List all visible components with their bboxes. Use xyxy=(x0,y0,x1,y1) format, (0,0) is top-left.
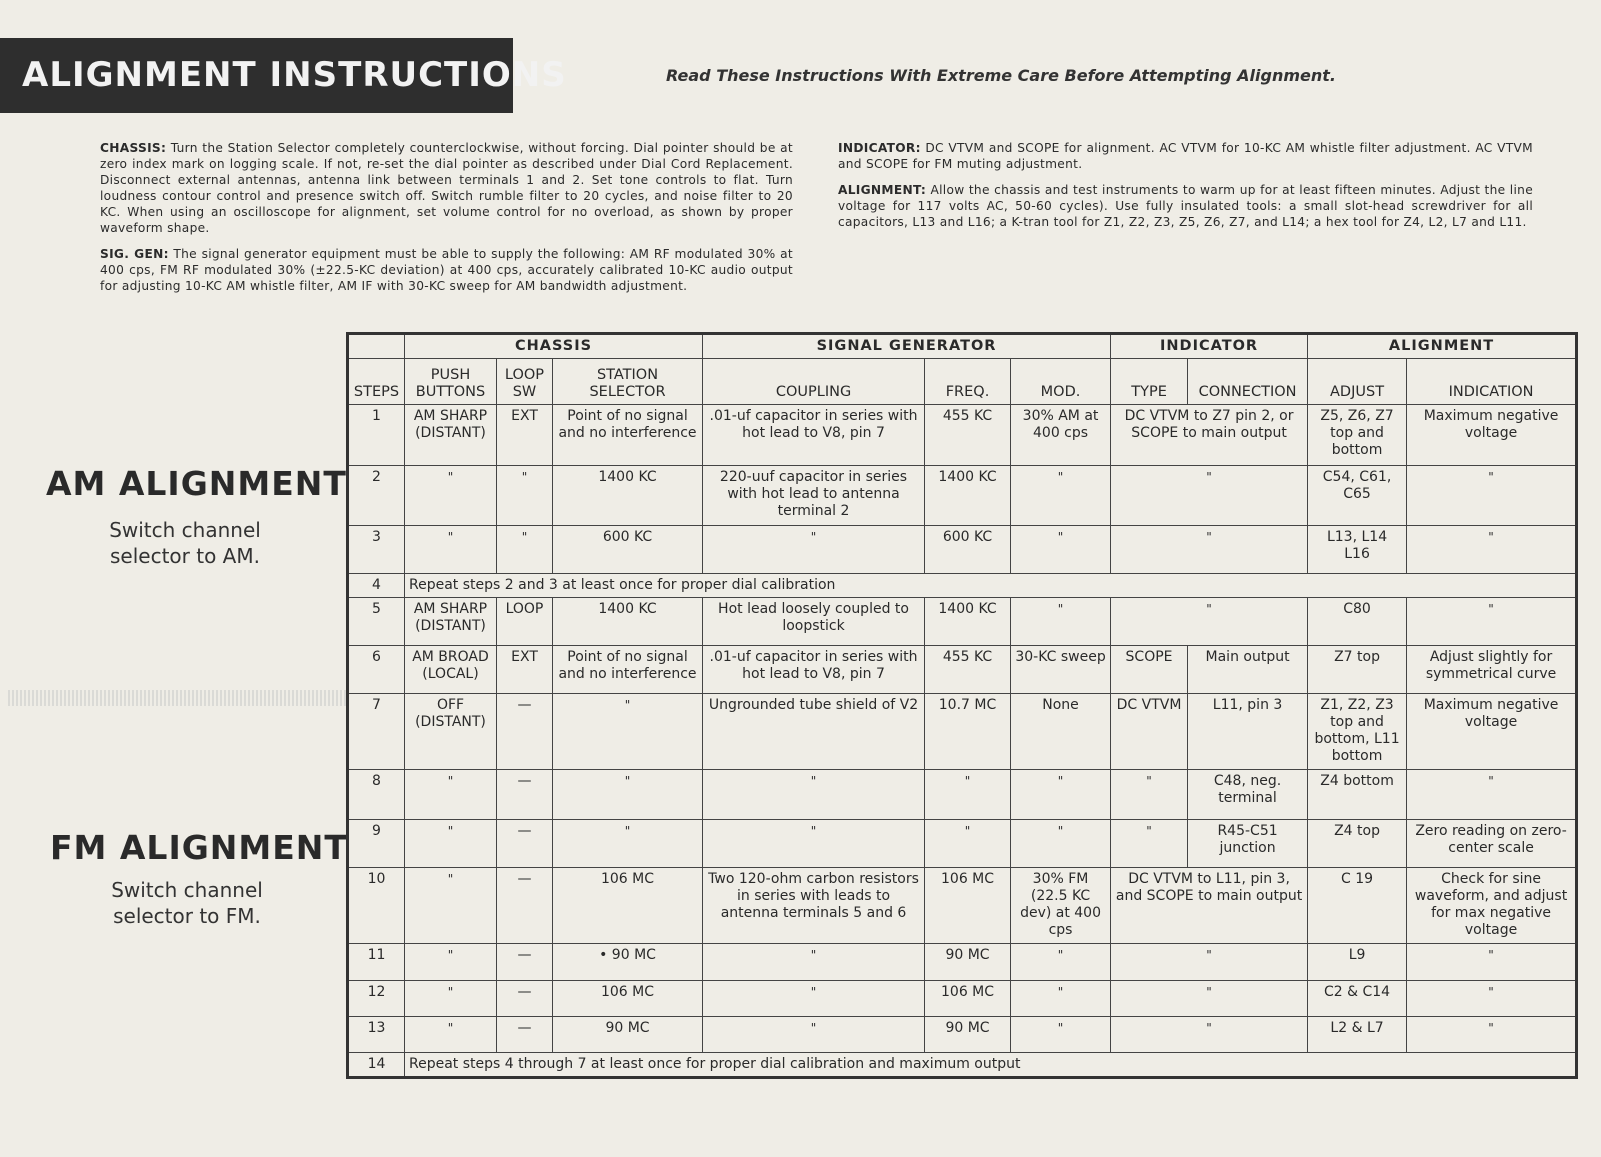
ditto-mark: " xyxy=(1011,1016,1111,1052)
chassis-group-header: CHASSIS xyxy=(405,334,703,359)
table-row xyxy=(348,868,1577,944)
freq-cell: 1400 KC xyxy=(925,465,1011,525)
table-row xyxy=(348,646,1577,694)
step-cell: 4 xyxy=(348,573,405,597)
ditto-mark: " xyxy=(1407,465,1577,525)
freq-cell: 455 KC xyxy=(925,646,1011,694)
intro-right-column xyxy=(838,140,1533,240)
siggen-paragraph xyxy=(100,246,793,294)
connection-header: CONNECTION xyxy=(1188,359,1308,405)
ditto-mark: " xyxy=(1407,1016,1577,1052)
table-row xyxy=(348,405,1577,465)
ditto-mark: " xyxy=(1407,980,1577,1016)
station-cell: 90 MC xyxy=(553,1016,703,1052)
table-row xyxy=(348,980,1577,1016)
ditto-mark: " xyxy=(553,769,703,819)
adjust-cell: C2 & C14 xyxy=(1308,980,1407,1016)
ditto-mark: " xyxy=(1011,944,1111,980)
loop-sw-header: LOOP SW xyxy=(497,359,553,405)
indication-cell: Zero reading on zero-center scale xyxy=(1407,819,1577,867)
am-subtitle-line-1: Switch channel xyxy=(109,518,261,542)
adjust-cell: Z1, Z2, Z3 top and bottom, L11 bottom xyxy=(1308,694,1407,769)
mod-cell: None xyxy=(1011,694,1111,769)
push-cell: AM SHARP (DISTANT) xyxy=(405,405,497,465)
chassis-label: CHASSIS: xyxy=(100,141,167,155)
loop-cell: EXT xyxy=(497,405,553,465)
ditto-mark: " xyxy=(1111,819,1188,867)
ditto-mark: " xyxy=(1011,980,1111,1016)
mod-cell: 30-KC sweep xyxy=(1011,646,1111,694)
station-cell: 1400 KC xyxy=(553,598,703,646)
adjust-cell: Z4 bottom xyxy=(1308,769,1407,819)
fm-alignment-title: FM ALIGNMENT xyxy=(50,828,348,867)
freq-cell: 90 MC xyxy=(925,944,1011,980)
station-cell: 106 MC xyxy=(553,980,703,1016)
ditto-mark: " xyxy=(405,525,497,573)
ditto-mark: " xyxy=(405,819,497,867)
step-cell: 10 xyxy=(348,868,405,944)
dash-mark: — xyxy=(497,868,553,944)
step-cell: 1 xyxy=(348,405,405,465)
step-cell: 12 xyxy=(348,980,405,1016)
am-alignment-title: AM ALIGNMENT xyxy=(46,464,347,503)
table-column-header-row xyxy=(348,359,1577,405)
table-row xyxy=(348,694,1577,769)
ditto-mark: " xyxy=(1011,465,1111,525)
dash-mark: — xyxy=(497,769,553,819)
warning-tagline: Read These Instructions With Extreme Care Before Attempting Alignment. xyxy=(666,66,1336,85)
ditto-mark: " xyxy=(703,980,925,1016)
table-row xyxy=(348,465,1577,525)
ditto-mark: " xyxy=(553,819,703,867)
table-row xyxy=(348,598,1577,646)
mod-cell: 30% AM at 400 cps xyxy=(1011,405,1111,465)
mod-header: MOD. xyxy=(1011,359,1111,405)
ditto-mark: " xyxy=(1111,598,1308,646)
chassis-text: Turn the Station Selector completely counterclockwise, without forcing. Dial pointer should be at zero index mark on logging scale. If not, re-set the dial pointer as described under Dial Cord Replacement. Disconnect external antennas, antenna link between terminals 1 and 2. Set tone controls to flat. Turn loudness contour control and presence switch off. Switch rumble filter to 20 cycles, and noise filter to 20 KC. When using an oscilloscope for alignment, set volume control for no overload, as shown by proper waveform shape. xyxy=(100,141,793,235)
siggen-text: The signal generator equipment must be able to supply the following: AM RF modulated 30% at 400 cps, FM RF modulated 30% (±22.5-KC deviation) at 400 cps, accurately calibrated 10-KC audio output for adjusting 10-KC AM whistle filter, AM IF with 30-KC sweep for AM bandwidth adjustment. xyxy=(100,247,793,293)
siggen-label: SIG. GEN: xyxy=(100,247,169,261)
adjust-cell: Z5, Z6, Z7 top and bottom xyxy=(1308,405,1407,465)
station-cell: 106 MC xyxy=(553,868,703,944)
step-cell: 9 xyxy=(348,819,405,867)
adjust-cell: Z7 top xyxy=(1308,646,1407,694)
freq-cell: 106 MC xyxy=(925,868,1011,944)
step-cell: 7 xyxy=(348,694,405,769)
alignment-text: Allow the chassis and test instruments to warm up for at least fifteen minutes. Adjust the line voltage for 117 volts AC, 50-60 cycles). Use fully insulated tools: a small slot-head screwdriver for all capacitors, L13 and L16; a K-tran tool for Z1, Z2, Z3, Z5, Z6, Z7, and L14; a hex tool for Z4, L2, L7 and L11. xyxy=(838,183,1533,229)
freq-cell: 600 KC xyxy=(925,525,1011,573)
station-cell: 1400 KC xyxy=(553,465,703,525)
loop-cell: EXT xyxy=(497,646,553,694)
ditto-mark: " xyxy=(703,944,925,980)
dash-mark: — xyxy=(497,980,553,1016)
adjust-cell: C80 xyxy=(1308,598,1407,646)
adjust-cell: L13, L14 L16 xyxy=(1308,525,1407,573)
table-row xyxy=(348,819,1577,867)
adjust-header: ADJUST xyxy=(1308,359,1407,405)
ditto-mark: " xyxy=(497,525,553,573)
coupling-cell: .01-uf capacitor in series with hot lead to V8, pin 7 xyxy=(703,646,925,694)
step-cell: 14 xyxy=(348,1052,405,1077)
fm-subtitle-line-1: Switch channel xyxy=(111,878,263,902)
table-row xyxy=(348,1052,1577,1077)
alignment-label: ALIGNMENT: xyxy=(838,183,927,197)
ditto-mark: " xyxy=(405,980,497,1016)
indication-cell: Maximum negative voltage xyxy=(1407,694,1577,769)
freq-cell: 1400 KC xyxy=(925,598,1011,646)
table-row xyxy=(348,769,1577,819)
ditto-mark: " xyxy=(1407,525,1577,573)
page-title: ALIGNMENT INSTRUCTIONS xyxy=(0,38,513,113)
table-row xyxy=(348,573,1577,597)
connection-cell: C48, neg. terminal xyxy=(1188,769,1308,819)
am-subtitle-line-2: selector to AM. xyxy=(110,544,260,568)
push-cell: AM BROAD (LOCAL) xyxy=(405,646,497,694)
dash-mark: — xyxy=(497,944,553,980)
coupling-header: COUPLING xyxy=(703,359,925,405)
freq-header: FREQ. xyxy=(925,359,1011,405)
mod-cell: 30% FM (22.5 KC dev) at 400 cps xyxy=(1011,868,1111,944)
ditto-mark: " xyxy=(1111,769,1188,819)
fm-alignment-subtitle xyxy=(62,877,312,929)
decorative-divider xyxy=(8,690,346,706)
station-selector-header: STATION SELECTOR xyxy=(553,359,703,405)
table-row xyxy=(348,944,1577,980)
type-header: TYPE xyxy=(1111,359,1188,405)
push-cell: AM SHARP (DISTANT) xyxy=(405,598,497,646)
step-cell: 3 xyxy=(348,525,405,573)
am-alignment-subtitle xyxy=(60,517,310,569)
table-row xyxy=(348,1016,1577,1052)
alignment-table xyxy=(346,332,1578,1079)
indication-cell: Maximum negative voltage xyxy=(1407,405,1577,465)
step-cell: 2 xyxy=(348,465,405,525)
repeat-note: Repeat steps 4 through 7 at least once for proper dial calibration and maximum output xyxy=(405,1052,1577,1077)
station-cell: Point of no signal and no interference xyxy=(553,646,703,694)
ditto-mark: " xyxy=(1111,980,1308,1016)
ditto-mark: " xyxy=(1111,525,1308,573)
ditto-mark: " xyxy=(405,465,497,525)
adjust-cell: L2 & L7 xyxy=(1308,1016,1407,1052)
ditto-mark: " xyxy=(1407,769,1577,819)
alignment-paragraph xyxy=(838,182,1533,230)
chassis-paragraph xyxy=(100,140,793,236)
coupling-cell: Two 120-ohm carbon resistors in series with leads to antenna terminals 5 and 6 xyxy=(703,868,925,944)
ditto-mark: " xyxy=(1011,525,1111,573)
ditto-mark: " xyxy=(405,769,497,819)
ditto-mark: " xyxy=(1407,598,1577,646)
freq-cell: 106 MC xyxy=(925,980,1011,1016)
indicator-paragraph xyxy=(838,140,1533,172)
indication-header: INDICATION xyxy=(1407,359,1577,405)
indication-cell: Check for sine waveform, and adjust for max negative voltage xyxy=(1407,868,1577,944)
indicator-cell: DC VTVM to Z7 pin 2, or SCOPE to main output xyxy=(1111,405,1308,465)
station-cell: Point of no signal and no interference xyxy=(553,405,703,465)
ditto-mark: " xyxy=(1011,819,1111,867)
dash-mark: — xyxy=(497,1016,553,1052)
ditto-mark: " xyxy=(1111,1016,1308,1052)
ditto-mark: " xyxy=(703,525,925,573)
dash-mark: — xyxy=(497,694,553,769)
indicator-cell: DC VTVM to L11, pin 3, and SCOPE to main output xyxy=(1111,868,1308,944)
indicator-group-header: INDICATOR xyxy=(1111,334,1308,359)
repeat-note: Repeat steps 2 and 3 at least once for proper dial calibration xyxy=(405,573,1577,597)
ditto-mark: " xyxy=(1111,944,1308,980)
ditto-mark: " xyxy=(703,769,925,819)
coupling-cell: Ungrounded tube shield of V2 xyxy=(703,694,925,769)
ditto-mark: " xyxy=(1111,465,1308,525)
push-buttons-header: PUSH BUTTONS xyxy=(405,359,497,405)
coupling-cell: Hot lead loosely coupled to loopstick xyxy=(703,598,925,646)
ditto-mark: " xyxy=(405,944,497,980)
step-cell: 8 xyxy=(348,769,405,819)
coupling-cell: 220-uuf capacitor in series with hot lead to antenna terminal 2 xyxy=(703,465,925,525)
ditto-mark: " xyxy=(703,819,925,867)
fm-subtitle-line-2: selector to FM. xyxy=(113,904,261,928)
freq-cell: 10.7 MC xyxy=(925,694,1011,769)
ditto-mark: " xyxy=(405,1016,497,1052)
adjust-cell: Z4 top xyxy=(1308,819,1407,867)
adjust-cell: C54, C61, C65 xyxy=(1308,465,1407,525)
station-cell: • 90 MC xyxy=(553,944,703,980)
table-group-header-row xyxy=(348,334,1577,359)
ditto-mark: " xyxy=(925,769,1011,819)
type-cell: SCOPE xyxy=(1111,646,1188,694)
adjust-cell: L9 xyxy=(1308,944,1407,980)
connection-cell: R45-C51 junction xyxy=(1188,819,1308,867)
ditto-mark: " xyxy=(1011,598,1111,646)
indication-cell: Adjust slightly for symmetrical curve xyxy=(1407,646,1577,694)
ditto-mark: " xyxy=(925,819,1011,867)
type-cell: DC VTVM xyxy=(1111,694,1188,769)
connection-cell: L11, pin 3 xyxy=(1188,694,1308,769)
connection-cell: Main output xyxy=(1188,646,1308,694)
push-cell: OFF (DISTANT) xyxy=(405,694,497,769)
ditto-mark: " xyxy=(1407,944,1577,980)
intro-left-column xyxy=(100,140,793,304)
table-row xyxy=(348,525,1577,573)
freq-cell: 455 KC xyxy=(925,405,1011,465)
blank-header-cell xyxy=(348,334,405,359)
ditto-mark: " xyxy=(497,465,553,525)
adjust-cell: C 19 xyxy=(1308,868,1407,944)
step-cell: 6 xyxy=(348,646,405,694)
ditto-mark: " xyxy=(1011,769,1111,819)
step-cell: 5 xyxy=(348,598,405,646)
alignment-group-header: ALIGNMENT xyxy=(1308,334,1577,359)
ditto-mark: " xyxy=(703,1016,925,1052)
indicator-text: DC VTVM and SCOPE for alignment. AC VTVM for 10-KC AM whistle filter adjustment. AC VTVM and SCOPE for FM muting adjustment. xyxy=(838,141,1533,171)
signal-generator-group-header: SIGNAL GENERATOR xyxy=(703,334,1111,359)
freq-cell: 90 MC xyxy=(925,1016,1011,1052)
coupling-cell: .01-uf capacitor in series with hot lead to V8, pin 7 xyxy=(703,405,925,465)
loop-cell: LOOP xyxy=(497,598,553,646)
step-cell: 13 xyxy=(348,1016,405,1052)
indicator-label: INDICATOR: xyxy=(838,141,921,155)
ditto-mark: " xyxy=(405,868,497,944)
ditto-mark: " xyxy=(553,694,703,769)
station-cell: 600 KC xyxy=(553,525,703,573)
steps-header: STEPS xyxy=(348,359,405,405)
dash-mark: — xyxy=(497,819,553,867)
step-cell: 11 xyxy=(348,944,405,980)
